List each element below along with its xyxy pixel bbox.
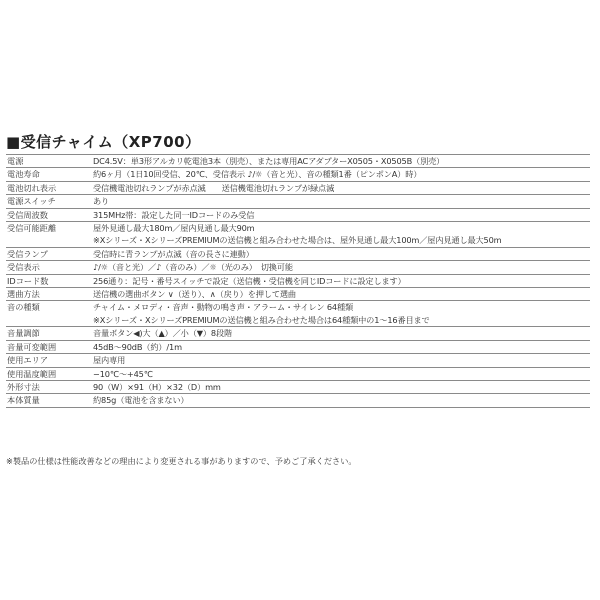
spec-row — [6, 354, 590, 367]
spec-values — [93, 155, 590, 167]
spec-value: 約6ヶ月（1日10回受信、20℃、受信表示 ♪/☼（音と光）、音の種類1番（ピンポンA）時） — [93, 169, 422, 180]
spec-value: ♪/☼（音と光）／♪（音のみ）／☼（光のみ） 切換可能 — [93, 262, 293, 273]
spec-value: 屋外見通し最大180m／屋内見通し最大90m — [93, 223, 255, 234]
spec-label: 受信ランプ — [7, 248, 48, 259]
spec-values — [93, 222, 590, 247]
spec-label: 本体質量 — [7, 395, 40, 406]
spec-label: 受信可能距離 — [7, 223, 57, 234]
spec-values — [93, 261, 590, 273]
spec-value: チャイム・メロディ・音声・動物の鳴き声・アラーム・サイレン 64種類 — [93, 302, 354, 313]
spec-label: 音量調節 — [7, 328, 40, 339]
spec-row — [6, 261, 590, 274]
spec-row — [6, 182, 590, 195]
spec-value: 256通り：記号・番号スイッチで設定（送信機・受信機を同じIDコードに設定します） — [93, 275, 406, 286]
disclaimer-note: ※製品の仕様は性能改善などの理由により変更される事がありますので、予めご了承ください。 — [6, 456, 357, 466]
spec-value: あり — [93, 196, 110, 207]
spec-value: DC4.5V：単3形アルカリ乾電池3本（別売）、または専用ACアダプターX0505・X0505B（別売） — [93, 156, 445, 166]
spec-label: 電源スイッチ — [7, 196, 56, 207]
spec-values — [93, 327, 590, 339]
spec-row — [6, 209, 590, 222]
spec-label: 音の種類 — [7, 302, 40, 313]
spec-value: 315MHz帯：設定した同一IDコードのみ受信 — [93, 209, 255, 220]
spec-values — [93, 394, 590, 406]
spec-label: 電池寿命 — [7, 169, 40, 180]
spec-values — [93, 341, 590, 353]
spec-row — [6, 381, 590, 394]
spec-values — [93, 195, 590, 207]
spec-values — [93, 288, 590, 300]
spec-value: ※Xシリーズ・XシリーズPREMIUMの送信機と組み合わせた場合は64種類中の1〜16番目まで — [93, 314, 430, 325]
spec-label: 受信表示 — [7, 262, 40, 273]
spec-label: 使用エリア — [7, 355, 48, 366]
spec-row — [6, 248, 590, 261]
spec-values — [93, 301, 590, 326]
spec-value: −10℃〜+45℃ — [93, 368, 153, 379]
spec-value: 受信機電池切れランプが赤点滅 送信機電池切れランプが緑点滅 — [93, 182, 335, 193]
spec-value: 屋内専用 — [93, 355, 126, 366]
spec-row — [6, 327, 590, 340]
spec-value: 45dB〜90dB（約）/1m — [93, 341, 182, 352]
spec-row — [6, 154, 590, 168]
spec-values — [93, 354, 590, 366]
spec-row — [6, 301, 590, 327]
spec-label: 選曲方法 — [7, 289, 40, 300]
spec-value: ※Xシリーズ・XシリーズPREMIUMの送信機と組み合わせた場合は、屋外見通し最大100m／屋内見通し最大50m — [93, 235, 502, 246]
spec-values — [93, 182, 590, 194]
spec-values — [93, 368, 590, 380]
spec-row — [6, 288, 590, 301]
spec-value: 90（W）×91（H）×32（D）mm — [93, 381, 221, 392]
spec-label: IDコード数 — [7, 275, 49, 286]
spec-label: 電源 — [7, 156, 24, 166]
spec-values — [93, 209, 590, 221]
spec-label: 電池切れ表示 — [7, 182, 57, 193]
spec-row — [6, 168, 590, 181]
spec-table — [6, 154, 590, 408]
spec-values — [93, 275, 590, 287]
spec-row — [6, 341, 590, 354]
section-title: ■受信チャイム（XP700） — [6, 133, 201, 151]
spec-values — [93, 248, 590, 260]
spec-value: 音量ボタン◀)大（▲）／小（▼）8段階 — [93, 328, 233, 339]
spec-label: 外形寸法 — [7, 381, 40, 392]
spec-label: 使用温度範囲 — [7, 368, 57, 379]
spec-value: 約85g（電池を含まない） — [93, 395, 189, 406]
spec-row — [6, 394, 590, 407]
spec-label: 音量可変範囲 — [7, 341, 57, 352]
spec-value: 受信時に青ランプが点滅（音の長さに連動） — [93, 248, 254, 259]
spec-row — [6, 368, 590, 381]
spec-label: 受信周波数 — [7, 209, 48, 220]
spec-value: 送信機の選曲ボタン ∨（送り）、∧（戻り）を押して選曲 — [93, 289, 296, 300]
spec-values — [93, 381, 590, 393]
spec-row — [6, 275, 590, 288]
spec-values — [93, 168, 590, 180]
spec-row — [6, 222, 590, 248]
spec-row — [6, 195, 590, 208]
